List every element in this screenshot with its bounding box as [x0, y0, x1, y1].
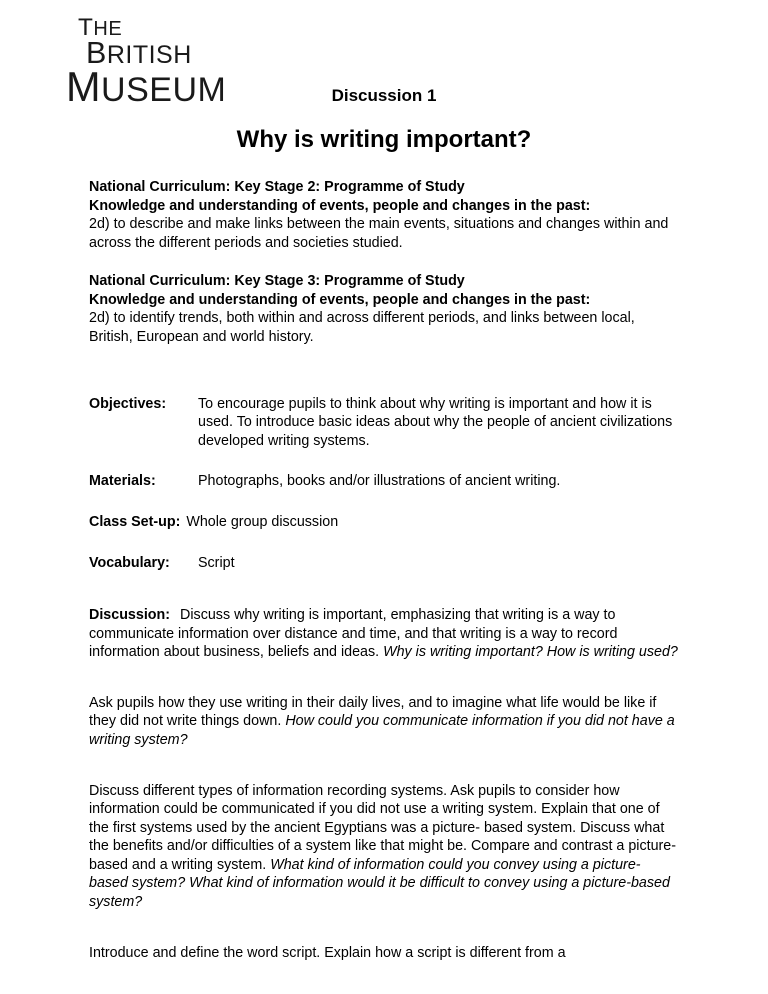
logo-line-museum: MUSEUM [66, 62, 227, 110]
paragraph-spacer [89, 770, 679, 782]
discussion-question: Why is writing important? How is writing used? [383, 644, 678, 661]
discussion-question: How could you communicate information if you did not have a writing system? [89, 713, 675, 748]
field-row-vocabulary [89, 554, 679, 573]
curriculum-heading: National Curriculum: Key Stage 3: Programme of Study [89, 273, 465, 290]
field-value: Whole group discussion [186, 513, 339, 530]
field-value: Script [198, 554, 235, 571]
discussion-text: Ask pupils how they use writing in their daily lives, and to imagine what life would be like if they did not write things down. [89, 694, 657, 730]
curriculum-subheading: Knowledge and understanding of events, people and changes in the past: [89, 197, 591, 214]
discussion-text: Discuss why writing is important, emphasizing that writing is a way to communicate information over distance and time, and that writing is a way to record information about business, beliefs and ideas. [89, 607, 618, 661]
field-row-objectives [89, 395, 679, 451]
field-label: Materials: [89, 473, 156, 490]
field-label: Vocabulary: [89, 554, 170, 571]
field-value: To encourage pupils to think about why writing is important and how it is used. To introduce basic ideas about why the people of ancient civilizations developed writing systems. [198, 395, 673, 449]
field-row-class-setup [89, 513, 679, 532]
section-spacer [89, 594, 679, 606]
curriculum-body: 2d) to describe and make links between the main events, situations and changes within and across the different periods and societies studied. [89, 216, 669, 251]
page-title: Why is writing important? [236, 126, 532, 154]
section-spacer [89, 367, 679, 395]
logo-line-the: THE [78, 14, 123, 41]
curriculum-body: 2d) to identify trends, both within and across different periods, and links between local, British, European and world history. [89, 310, 635, 346]
curriculum-block-ks2 [89, 178, 679, 252]
discussion-question: What kind of information could you convey using a picture-based system? What kind of information would it be difficult to convey using a picture-based system? [89, 856, 670, 911]
field-label: Class Set-up: [89, 513, 181, 530]
discussion-paragraph-3 [89, 782, 679, 912]
curriculum-subheading: Knowledge and understanding of events, people and changes in the past: [89, 291, 591, 308]
curriculum-block-ks3 [89, 272, 679, 346]
field-value: Photographs, books and/or illustrations of ancient writing. [198, 473, 561, 490]
discussion-paragraph-2 [89, 694, 679, 750]
discussion-label: Discussion: [89, 607, 171, 624]
paragraph-spacer [89, 932, 679, 944]
field-label: Objectives: [89, 395, 167, 412]
logo-line-british: BRITISH [86, 36, 192, 71]
field-row-materials [89, 472, 679, 491]
discussion-text: Introduce and define the word script. Explain how a script is different from a [89, 944, 566, 961]
discussion-paragraph-4 [89, 944, 679, 963]
curriculum-heading: National Curriculum: Key Stage 2: Programme of Study [89, 179, 465, 195]
discussion-text: Discuss different types of information recording systems. Ask pupils to consider how information could be communicated if you did not use a writing system. Explain that one of the first systems used by the ancient Egyptians was a picture- based system. Discuss what the benefits and/or difficulties of a system like that might be. Compare and contrast a picture-based and a writing system. [89, 782, 677, 873]
paragraph-spacer [89, 682, 679, 694]
document-body [89, 178, 679, 982]
discussion-number: Discussion 1 [331, 86, 437, 105]
discussion-paragraph-1 [89, 606, 679, 662]
